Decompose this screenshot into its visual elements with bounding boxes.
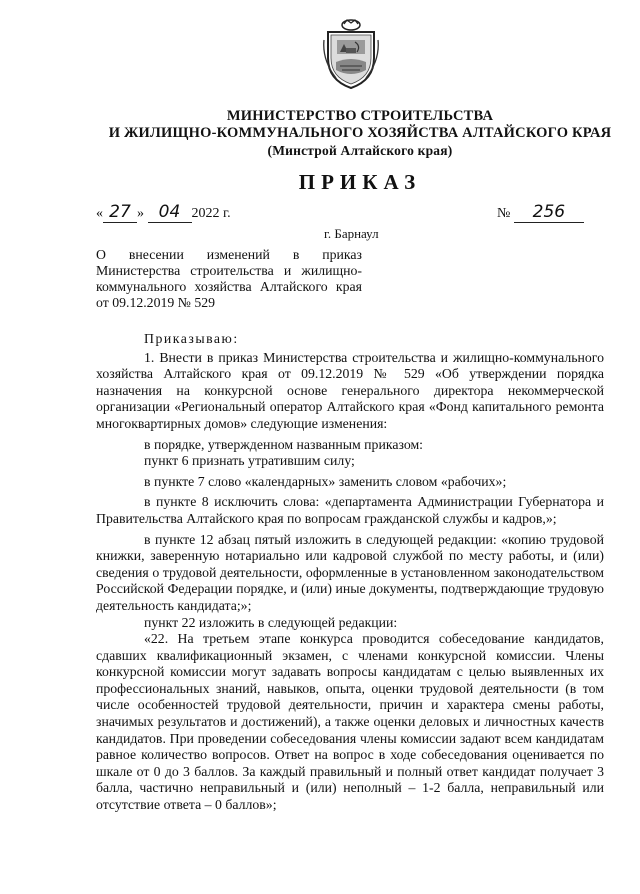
ministry-title-line-2: И ЖИЛИЩНО-КОММУНАЛЬНОГО ХОЗЯЙСТВА АЛТАЙСКОГО КРАЯ: [108, 125, 612, 141]
order-paragraph-2: в порядке, утвержденном названным приказом:: [144, 436, 424, 452]
order-paragraph-8: «22. На третьем этапе конкурса проводится собеседование кандидатов, сдавших квалификационный экзамен, с членами конкурсной комиссии. Члены конкурсной комиссии могут задавать вопросы кандидатам с целью выявленных их профессиональных знаний, навыков, опыта, оценки трудовой деятельности (в том числе особенностей трудовой деятельности, причин и характера смены работы, значимых результатов и достижений), а также оценки деловых и личностных качеств кандидатов. При проведении собеседования члены комиссии задают всем кандидатам равное количество вопросов. Ответ на вопрос в ходе собеседования оценивается по шкале от 0 до 3 баллов. За каждый правильный и полный ответ кандидат получает 3 балла, частично неправильный и (или) неполный – 1-2 балла, неправильный или отсутствие ответа – 0 баллов»;: [96, 631, 604, 813]
order-date: [96, 202, 231, 223]
order-paragraph-5: в пункте 8 исключить слова: «департамента Администрации Губернатора и Правительства Алтайского края по вопросам гражданской службы и кадров,»;: [96, 494, 604, 526]
coat-of-arms-icon: [322, 18, 380, 90]
order-paragraph-7: пункт 22 изложить в следующей редакции:: [144, 614, 398, 630]
date-month: 04: [148, 202, 192, 223]
number-value: 256: [514, 202, 584, 223]
order-paragraph-3: пункт 6 признать утратившим силу;: [144, 453, 355, 469]
ministry-short-name: (Минстрой Алтайского края): [267, 143, 453, 158]
order-lead: Приказываю:: [144, 331, 239, 346]
order-paragraph-1: 1. Внести в приказ Министерства строительства и жилищно-коммунального хозяйства Алтайского края от 09.12.2019 № 529 «Об утверждении порядка назначения на конкурсной основе генерального директора некоммерческой организации «Региональный оператор Алтайского края «Фонд капитального ремонта многоквартирных домов» следующие изменения:: [96, 349, 604, 431]
date-year: 2022 г.: [191, 206, 231, 221]
ministry-title-line-1: МИНИСТЕРСТВО СТРОИТЕЛЬСТВА: [226, 108, 494, 124]
order-paragraph-4: в пункте 7 слово «календарных» заменить словом «рабочих»;: [144, 473, 507, 489]
city-name: г. Барнаул: [324, 226, 379, 241]
order-body: [96, 331, 604, 814]
date-open-quote: «: [96, 206, 103, 221]
order-number: [497, 202, 584, 223]
document-type-title: ПРИКАЗ: [298, 170, 422, 194]
date-close-quote: »: [137, 206, 144, 221]
order-subject: О внесении изменений в приказ Министерства строительства и жилищно-коммунального хозяйства Алтайского края от 09.12.2019 № 529: [96, 247, 362, 310]
order-paragraph-6: в пункте 12 абзац пятый изложить в следующей редакции: «копию трудовой книжки, заверенную нотариально или кадровой службой по месту работы, и (или) сведения о трудовой деятельности, оформленные в установленном законодательством Российской Федерации порядке, и (или) иные документы, подтверждающие трудовую деятельность кандидата;»;: [96, 531, 604, 613]
number-label: №: [497, 206, 511, 221]
date-day: 27: [103, 202, 137, 223]
